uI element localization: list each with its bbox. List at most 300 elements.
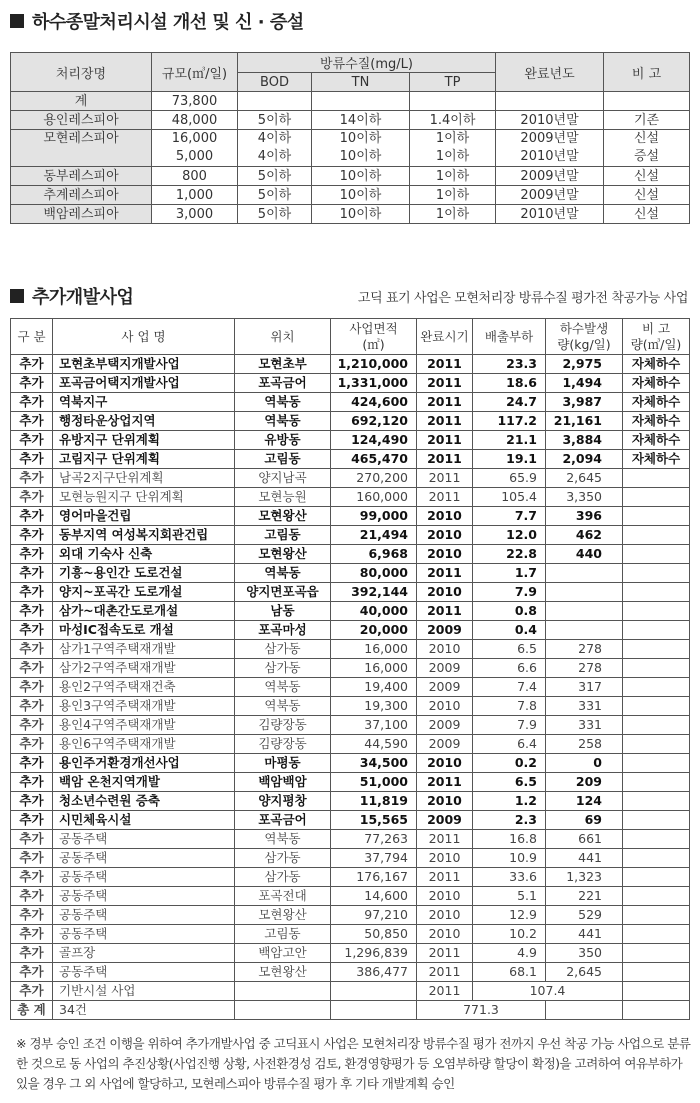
row-location: 김량장동	[235, 716, 331, 735]
row-note	[623, 488, 690, 507]
row-sewage: 124	[546, 792, 623, 811]
row-load: 7.8	[473, 697, 546, 716]
row-year: 2010	[417, 526, 473, 545]
plant-note: 기존	[604, 111, 690, 130]
row-sewage: 1,323	[546, 868, 623, 887]
row-project: 유방지구 단위계획	[53, 431, 235, 450]
row-sewage: 3,350	[546, 488, 623, 507]
row-year: 2011	[417, 450, 473, 469]
table-row	[11, 602, 690, 621]
row-note	[623, 754, 690, 773]
row-year: 2010	[417, 906, 473, 925]
header-area: 사업면적 (㎡)	[331, 319, 417, 355]
row-note	[623, 735, 690, 754]
row-note	[623, 564, 690, 583]
plant-note: 신설	[604, 167, 690, 186]
row-div: 추가	[11, 754, 53, 773]
row-sewage: 3,987	[546, 393, 623, 412]
row-note	[623, 963, 690, 982]
row-div: 추가	[11, 982, 53, 1001]
plant-note-2: 증설	[633, 149, 660, 164]
row-sewage: 278	[546, 659, 623, 678]
table-row	[11, 811, 690, 830]
plant-tp: 1이하	[410, 186, 496, 205]
table-row	[11, 507, 690, 526]
row-sewage	[546, 621, 623, 640]
row-note	[623, 944, 690, 963]
row-location: 삼가동	[235, 868, 331, 887]
row-area: 15,565	[331, 811, 417, 830]
table-row	[11, 678, 690, 697]
row-location: 고림동	[235, 526, 331, 545]
row-div: 추가	[11, 488, 53, 507]
total-load-value: 771.3	[417, 1001, 546, 1020]
row-load: 0.4	[473, 621, 546, 640]
row-area: 21,494	[331, 526, 417, 545]
row-project: 포곡금어택지개발사업	[53, 374, 235, 393]
row-area: 11,819	[331, 792, 417, 811]
table-row	[11, 868, 690, 887]
table-row	[11, 1001, 690, 1020]
row-project: 고림지구 단위계획	[53, 450, 235, 469]
row-project: 공동주택	[53, 830, 235, 849]
row-location: 모현왕산	[235, 507, 331, 526]
header-note: 비 고 량(㎥/일)	[623, 319, 690, 355]
row-project: 용인6구역주택재개발	[53, 735, 235, 754]
plant-name: 용인레스피아	[11, 111, 152, 130]
header-completion: 완료시기	[417, 319, 473, 355]
plant-name: 동부레스피아	[11, 167, 152, 186]
row-location: 모현왕산	[235, 545, 331, 564]
row-load: 21.1	[473, 431, 546, 450]
row-year: 2011	[417, 469, 473, 488]
row-note: 자체하수	[623, 393, 690, 412]
row-div: 추가	[11, 450, 53, 469]
row-div: 추가	[11, 716, 53, 735]
plant-tp: 1이하	[410, 167, 496, 186]
row-sewage: 3,884	[546, 431, 623, 450]
table-row	[11, 735, 690, 754]
row-project: 행정타운상업지역	[53, 412, 235, 431]
row-note: 자체하수	[623, 450, 690, 469]
table-row	[11, 773, 690, 792]
row-year: 2011	[417, 393, 473, 412]
row-location: 포곡금어	[235, 374, 331, 393]
table-row	[11, 963, 690, 982]
plant-year: 2010년말	[496, 111, 604, 130]
row-location: 양지남곡	[235, 469, 331, 488]
row-load: 6.4	[473, 735, 546, 754]
row-div: 추가	[11, 830, 53, 849]
table-row	[11, 830, 690, 849]
row-load: 33.6	[473, 868, 546, 887]
row-area: 1,296,839	[331, 944, 417, 963]
row-note	[623, 469, 690, 488]
plant-tn: 10이하	[312, 205, 410, 224]
row-area: 392,144	[331, 583, 417, 602]
row-year: 2011	[417, 602, 473, 621]
row-project: 삼가~대촌간도로개설	[53, 602, 235, 621]
header-project: 사 업 명	[53, 319, 235, 355]
row-div: 추가	[11, 906, 53, 925]
plant-year: 2009년말	[496, 167, 604, 186]
row-sewage: 441	[546, 925, 623, 944]
row-year: 2011	[417, 431, 473, 450]
row-project: 동부지역 여성복지회관건립	[53, 526, 235, 545]
plant-capacity: 800	[152, 167, 238, 186]
header-plant: 처리장명	[11, 53, 152, 92]
row-area: 270,200	[331, 469, 417, 488]
plant-bod: 5이하	[238, 205, 312, 224]
row-note: 자체하수	[623, 431, 690, 450]
row-load: 6.6	[473, 659, 546, 678]
row-note	[623, 811, 690, 830]
row-sewage: 661	[546, 830, 623, 849]
row-location: 고림동	[235, 450, 331, 469]
row-location: 역북동	[235, 564, 331, 583]
row-location: 남동	[235, 602, 331, 621]
row-sewage: 1,494	[546, 374, 623, 393]
row-div: 추가	[11, 355, 53, 374]
row-note	[623, 602, 690, 621]
row-area: 44,590	[331, 735, 417, 754]
row-area: 37,100	[331, 716, 417, 735]
row-year: 2011	[417, 488, 473, 507]
row-sewage: 209	[546, 773, 623, 792]
header-location: 위치	[235, 319, 331, 355]
row-area: 176,167	[331, 868, 417, 887]
row-location: 백암고안	[235, 944, 331, 963]
table-row	[11, 355, 690, 374]
row-div: 추가	[11, 659, 53, 678]
total-capacity: 73,800	[152, 92, 238, 111]
header-tp: TP	[410, 73, 496, 92]
row-project: 외대 기숙사 신축	[53, 545, 235, 564]
row-note	[623, 830, 690, 849]
row-year: 2009	[417, 735, 473, 754]
plant-name: 모현레스피아	[11, 130, 152, 167]
plant-tn: 10이하	[339, 131, 382, 146]
row-note	[623, 868, 690, 887]
row-div: 추가	[11, 925, 53, 944]
table-row	[11, 431, 690, 450]
row-sewage: 258	[546, 735, 623, 754]
row-project: 영어마을건립	[53, 507, 235, 526]
row-load: 1.7	[473, 564, 546, 583]
plant-capacity: 1,000	[152, 186, 238, 205]
row-load: 7.9	[473, 583, 546, 602]
row-project: 기흥~용인간 도로건설	[53, 564, 235, 583]
row-location: 역북동	[235, 412, 331, 431]
row-load: 5.1	[473, 887, 546, 906]
row-div: 추가	[11, 507, 53, 526]
row-sewage	[546, 583, 623, 602]
row-area: 424,600	[331, 393, 417, 412]
row-year: 2010	[417, 545, 473, 564]
row-note	[623, 887, 690, 906]
row-sewage: 2,645	[546, 469, 623, 488]
row-year: 2011	[417, 982, 473, 1001]
row-year: 2010	[417, 849, 473, 868]
table-row	[11, 205, 690, 224]
row-area: 50,850	[331, 925, 417, 944]
row-div: 추가	[11, 678, 53, 697]
table-row	[11, 393, 690, 412]
row-project: 삼가1구역주택재개발	[53, 640, 235, 659]
row-location: 모현왕산	[235, 906, 331, 925]
row-note	[623, 906, 690, 925]
section2-title	[10, 283, 133, 309]
plant-year: 2009년말	[496, 186, 604, 205]
row-area: 19,400	[331, 678, 417, 697]
plant-tn-2: 10이하	[339, 149, 382, 164]
row-project: 청소년수련원 증축	[53, 792, 235, 811]
plant-tp: 1.4이하	[410, 111, 496, 130]
row-area: 692,120	[331, 412, 417, 431]
plant-note: 신설	[604, 186, 690, 205]
row-location: 삼가동	[235, 659, 331, 678]
table-row	[11, 526, 690, 545]
row-sewage: 2,094	[546, 450, 623, 469]
row-year: 2010	[417, 925, 473, 944]
row-load: 105.4	[473, 488, 546, 507]
row-load: 117.2	[473, 412, 546, 431]
row-note: 자체하수	[623, 355, 690, 374]
row-location: 포곡금어	[235, 811, 331, 830]
table-row	[11, 754, 690, 773]
row-sewage: 317	[546, 678, 623, 697]
row-year: 2010	[417, 640, 473, 659]
row-project: 모현초부택지개발사업	[53, 355, 235, 374]
row-area: 124,490	[331, 431, 417, 450]
row-note	[623, 583, 690, 602]
row-sewage: 2,645	[546, 963, 623, 982]
plant-bod-2: 4이하	[257, 149, 292, 164]
row-div: 추가	[11, 640, 53, 659]
header-load: 배출부하	[473, 319, 546, 355]
row-div: 추가	[11, 545, 53, 564]
row-project: 마성IC접속도로 개설	[53, 621, 235, 640]
row-project: 양지~포곡간 도로개설	[53, 583, 235, 602]
row-div: 추가	[11, 811, 53, 830]
row-area: 97,210	[331, 906, 417, 925]
sewage-plant-table	[10, 52, 690, 224]
header-note: 비 고	[604, 53, 690, 92]
row-area: 6,968	[331, 545, 417, 564]
row-load: 24.7	[473, 393, 546, 412]
row-note: 자체하수	[623, 412, 690, 431]
row-load: 68.1	[473, 963, 546, 982]
row-area: 51,000	[331, 773, 417, 792]
table-row	[11, 545, 690, 564]
row-div: 추가	[11, 792, 53, 811]
table-row	[11, 716, 690, 735]
row-area: 16,000	[331, 640, 417, 659]
row-div: 추가	[11, 583, 53, 602]
row-load: 7.7	[473, 507, 546, 526]
row-div: 추가	[11, 963, 53, 982]
row-year: 2011	[417, 963, 473, 982]
row-div: 추가	[11, 868, 53, 887]
row-sewage: 69	[546, 811, 623, 830]
row-sewage: 441	[546, 849, 623, 868]
row-area: 20,000	[331, 621, 417, 640]
row-location: 백암백암	[235, 773, 331, 792]
table-row	[11, 92, 690, 111]
row-div: 추가	[11, 944, 53, 963]
row-sewage: 21,161	[546, 412, 623, 431]
table-row	[11, 982, 690, 1001]
square-bullet-icon	[10, 289, 24, 303]
header-bod: BOD	[238, 73, 312, 92]
row-area: 465,470	[331, 450, 417, 469]
header-effluent: 방류수질(mg/L)	[238, 53, 496, 73]
table-row	[11, 450, 690, 469]
row-location: 양지평창	[235, 792, 331, 811]
row-location: 모현능원	[235, 488, 331, 507]
row-project: 공동주택	[53, 906, 235, 925]
table-row	[11, 640, 690, 659]
row-note	[623, 640, 690, 659]
row-location: 김량장동	[235, 735, 331, 754]
row-year: 2009	[417, 716, 473, 735]
row-project: 시민체육시설	[53, 811, 235, 830]
table-row	[11, 944, 690, 963]
row-area: 37,794	[331, 849, 417, 868]
row-project: 공동주택	[53, 868, 235, 887]
plant-name: 추계레스피아	[11, 186, 152, 205]
row-div: 추가	[11, 469, 53, 488]
footnote: ※ 경부 승인 조건 이행을 위하여 추가개발사업 중 고딕표시 사업은 모현처리장 방류수질 평가 전까지 우선 착공 가능 사업으로 분류한 것으로 동 사업의 추진상황(사업진행 상황, 사전환경성 검토, 환경영향평가 등 오염부하량 할당이 확정)을 고려하여 여유부하가 있을 경우 그 외 사업에 할당하고, 모현레스피아 방류수질 평가 후 기타 개발계획 승인	[16, 1036, 691, 1091]
row-location: 삼가동	[235, 640, 331, 659]
plant-capacity-2: 5,000	[175, 149, 214, 164]
additional-projects-table	[10, 318, 690, 1020]
table-row	[11, 412, 690, 431]
row-year: 2011	[417, 773, 473, 792]
header-year: 완료년도	[496, 53, 604, 92]
table-row	[11, 583, 690, 602]
row-location: 포곡전대	[235, 887, 331, 906]
row-location: 삼가동	[235, 849, 331, 868]
row-project: 용인주거환경개선사업	[53, 754, 235, 773]
row-sewage: 529	[546, 906, 623, 925]
row-note	[623, 507, 690, 526]
row-project: 공동주택	[53, 925, 235, 944]
row-load: 2.3	[473, 811, 546, 830]
table-row	[11, 887, 690, 906]
plant-bod: 5이하	[238, 111, 312, 130]
row-load: 0.2	[473, 754, 546, 773]
row-location: 역북동	[235, 830, 331, 849]
plant-capacity: 3,000	[152, 205, 238, 224]
plant-year: 2010년말	[496, 205, 604, 224]
table-row	[11, 488, 690, 507]
row-year: 2011	[417, 868, 473, 887]
row-location: 포곡마성	[235, 621, 331, 640]
row-location: 역북동	[235, 697, 331, 716]
row-area: 77,263	[331, 830, 417, 849]
row-sewage: 331	[546, 716, 623, 735]
header-tn: TN	[312, 73, 410, 92]
row-note	[623, 697, 690, 716]
row-note	[623, 526, 690, 545]
row-project: 공동주택	[53, 849, 235, 868]
row-area: 14,600	[331, 887, 417, 906]
row-note	[623, 659, 690, 678]
row-location: 모현초부	[235, 355, 331, 374]
row-load: 0.8	[473, 602, 546, 621]
row-area: 34,500	[331, 754, 417, 773]
row-div: 추가	[11, 393, 53, 412]
plant-bod: 4이하	[257, 131, 292, 146]
row-sewage: 462	[546, 526, 623, 545]
row-sewage: 278	[546, 640, 623, 659]
total-count: 34건	[53, 1001, 235, 1020]
row-note	[623, 773, 690, 792]
row-year: 2011	[417, 355, 473, 374]
row-div: 추가	[11, 431, 53, 450]
row-note	[623, 925, 690, 944]
row-year: 2011	[417, 564, 473, 583]
row-load: 16.8	[473, 830, 546, 849]
row-sewage: 350	[546, 944, 623, 963]
header-capacity: 규모(㎥/일)	[152, 53, 238, 92]
total-div: 총 계	[11, 1001, 53, 1020]
row-project: 백암 온천지역개발	[53, 773, 235, 792]
row-load-value: 107.4	[473, 982, 623, 1001]
row-area: 19,300	[331, 697, 417, 716]
row-location: 고림동	[235, 925, 331, 944]
row-load: 10.2	[473, 925, 546, 944]
row-div: 추가	[11, 849, 53, 868]
row-area: 16,000	[331, 659, 417, 678]
row-area: 1,210,000	[331, 355, 417, 374]
row-sewage: 396	[546, 507, 623, 526]
row-project: 용인3구역주택재개발	[53, 697, 235, 716]
row-project: 골프장	[53, 944, 235, 963]
table-row	[11, 564, 690, 583]
row-year: 2010	[417, 754, 473, 773]
row-note	[623, 621, 690, 640]
plant-capacity: 48,000	[152, 111, 238, 130]
table-row	[11, 130, 690, 167]
row-area: 386,477	[331, 963, 417, 982]
row-sewage	[546, 564, 623, 583]
row-year: 2009	[417, 621, 473, 640]
row-sewage: 2,975	[546, 355, 623, 374]
section2-note: 고딕 표기 사업은 모현처리장 방류수질 평가전 착공가능 사업	[357, 291, 688, 306]
row-sewage: 440	[546, 545, 623, 564]
table-row	[11, 659, 690, 678]
plant-note: 신설	[633, 131, 660, 146]
row-area: 160,000	[331, 488, 417, 507]
row-year: 2011	[417, 830, 473, 849]
row-year: 2010	[417, 792, 473, 811]
row-sewage: 221	[546, 887, 623, 906]
plant-capacity: 16,000	[171, 131, 218, 146]
row-div: 추가	[11, 773, 53, 792]
header-div: 구 분	[11, 319, 53, 355]
row-project: 역북지구	[53, 393, 235, 412]
plant-tn: 14이하	[312, 111, 410, 130]
row-year: 2010	[417, 887, 473, 906]
row-div: 추가	[11, 887, 53, 906]
table-row	[11, 906, 690, 925]
row-project: 공동주택	[53, 963, 235, 982]
row-load: 65.9	[473, 469, 546, 488]
row-div: 추가	[11, 602, 53, 621]
plant-name: 백암레스피아	[11, 205, 152, 224]
